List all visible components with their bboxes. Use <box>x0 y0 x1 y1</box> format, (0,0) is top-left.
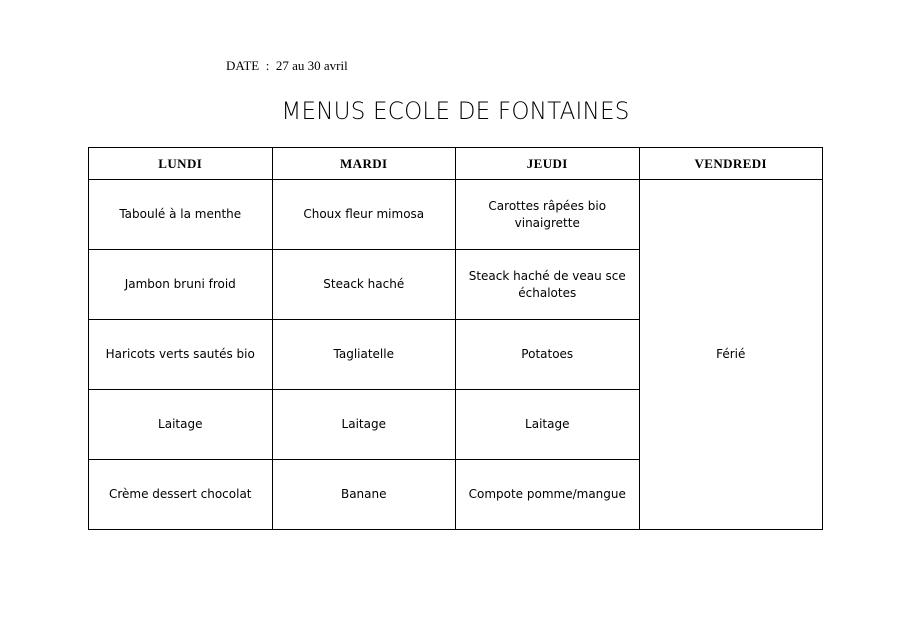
menu-cell-lundi: Haricots verts sautés bio <box>89 320 273 390</box>
menu-cell-mardi: Laitage <box>272 390 456 460</box>
column-header-mardi: MARDI <box>272 148 456 180</box>
menu-cell-mardi: Banane <box>272 460 456 530</box>
menu-table <box>88 147 823 530</box>
date-line <box>226 58 348 74</box>
menu-cell-mardi: Choux fleur mimosa <box>272 180 456 250</box>
menu-cell-mardi: Steack haché <box>272 250 456 320</box>
header-row <box>89 148 823 180</box>
date-label: DATE <box>226 58 260 73</box>
menu-cell-jeudi: Laitage <box>456 390 640 460</box>
menu-cell-jeudi: Carottes râpées bio vinaigrette <box>456 180 640 250</box>
menu-cell-jeudi: Compote pomme/mangue <box>456 460 640 530</box>
menu-cell-lundi: Jambon bruni froid <box>89 250 273 320</box>
vendredi-ferie-cell: Férié <box>639 180 823 530</box>
menu-cell-lundi: Crème dessert chocolat <box>89 460 273 530</box>
menu-cell-jeudi: Steack haché de veau sce échalotes <box>456 250 640 320</box>
menu-cell-jeudi: Potatoes <box>456 320 640 390</box>
menu-cell-lundi: Laitage <box>89 390 273 460</box>
column-header-vendredi: VENDREDI <box>639 148 823 180</box>
column-header-jeudi: JEUDI <box>456 148 640 180</box>
menu-cell-lundi: Taboulé à la menthe <box>89 180 273 250</box>
date-value: 27 au 30 avril <box>275 58 348 73</box>
menu-cell-mardi: Tagliatelle <box>272 320 456 390</box>
table-row <box>89 180 823 250</box>
page-title: MENUS ECOLE DE FONTAINES <box>281 97 630 125</box>
column-header-lundi: LUNDI <box>89 148 273 180</box>
date-separator: : <box>265 58 270 73</box>
